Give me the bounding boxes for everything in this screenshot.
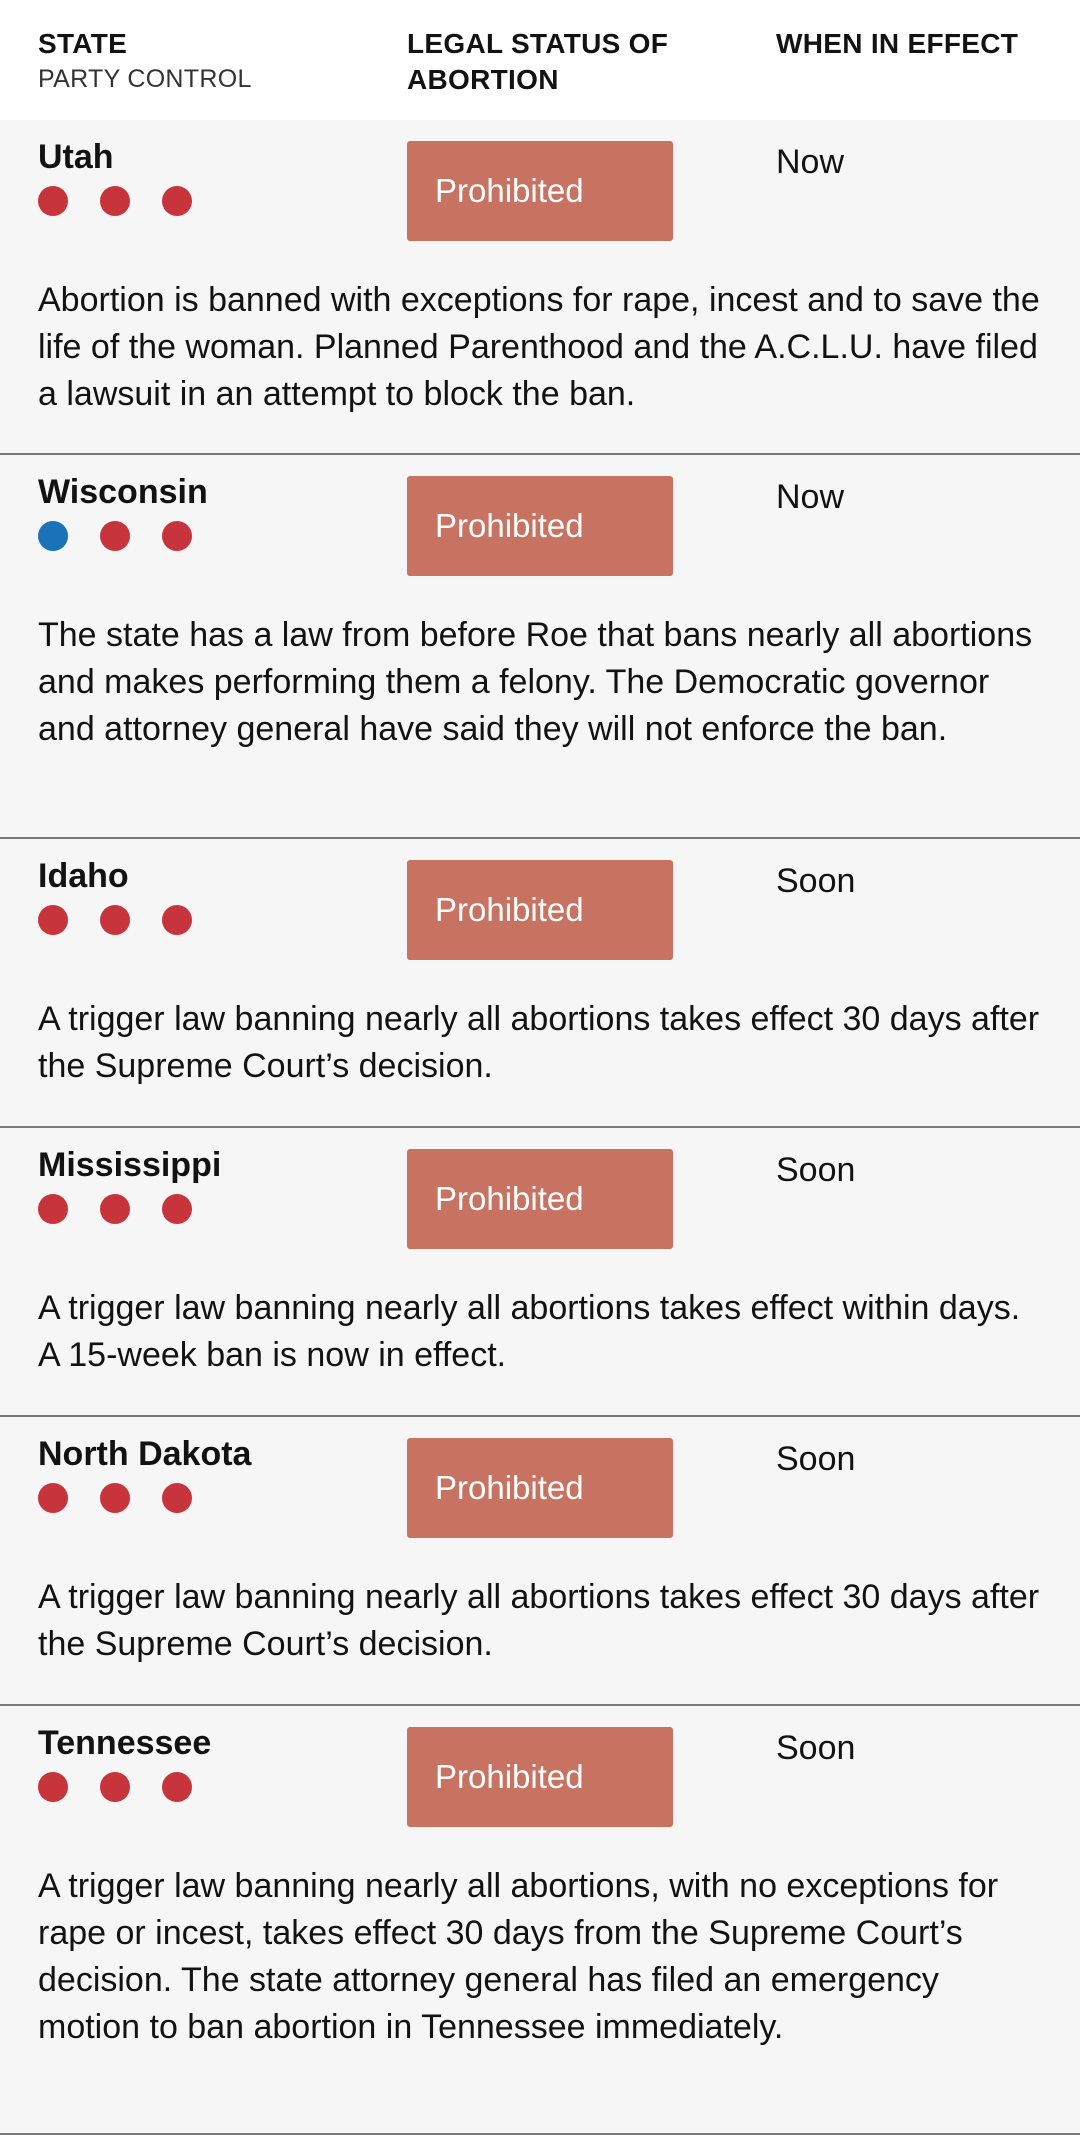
governor-party-dot <box>38 186 68 216</box>
party-control-dots <box>38 186 192 216</box>
senate-party-dot <box>100 521 130 551</box>
legal-status-badge: Prohibited <box>407 860 673 960</box>
senate-party-dot <box>100 1772 130 1802</box>
state-header-title: STATE <box>38 28 128 59</box>
state-description: A trigger law banning nearly all abortions takes effect within days. A 15-week ban is now in effect. <box>38 1289 1021 1374</box>
party-control-dots <box>38 905 192 935</box>
state-name: Utah <box>38 138 114 176</box>
legal-status-column-header <box>407 26 727 98</box>
state-description: Abortion is banned with exceptions for rape, incest and to save the life of the woman. Planned Parenthood and the A.C.L.U. have filed a lawsuit in an attempt to block the ban. <box>38 281 1040 413</box>
when-in-effect-header-title: WHEN IN EFFECT <box>776 28 1019 59</box>
state-description: A trigger law banning nearly all abortions takes effect 30 days after the Supreme Court’s decision. <box>38 1578 1040 1663</box>
state-row-utah <box>0 120 1080 455</box>
state-row-mississippi <box>0 1128 1080 1417</box>
state-row-idaho <box>0 839 1080 1128</box>
senate-party-dot <box>100 186 130 216</box>
house-party-dot <box>162 186 192 216</box>
state-row-wisconsin <box>0 455 1080 839</box>
senate-party-dot <box>100 1194 130 1224</box>
state-list <box>0 120 1080 2135</box>
governor-party-dot <box>38 1483 68 1513</box>
party-control-dots <box>38 521 192 551</box>
legal-status-badge: Prohibited <box>407 476 673 576</box>
state-name: North Dakota <box>38 1435 252 1473</box>
when-in-effect-column-header <box>776 26 1018 62</box>
governor-party-dot <box>38 1772 68 1802</box>
state-row-tennessee <box>0 1706 1080 2135</box>
when-in-effect: Soon <box>776 862 856 900</box>
state-description: A trigger law banning nearly all abortions takes effect 30 days after the Supreme Court’s decision. <box>38 1000 1040 1085</box>
legal-status-badge: Prohibited <box>407 141 673 241</box>
house-party-dot <box>162 1194 192 1224</box>
state-name: Idaho <box>38 857 129 895</box>
when-in-effect: Now <box>776 478 845 516</box>
when-in-effect: Soon <box>776 1729 856 1767</box>
party-control-subtitle: PARTY CONTROL <box>38 65 252 93</box>
house-party-dot <box>162 905 192 935</box>
house-party-dot <box>162 1483 192 1513</box>
state-description: A trigger law banning nearly all abortions, with no exceptions for rape or incest, takes effect 30 days from the Supreme Court’s decision. The state attorney general has filed an emergency motion to ban abortion in Tennessee immediately. <box>38 1867 999 2046</box>
party-control-dots <box>38 1483 192 1513</box>
state-column-header <box>38 26 252 94</box>
senate-party-dot <box>100 1483 130 1513</box>
state-name: Mississippi <box>38 1146 222 1184</box>
legal-status-badge: Prohibited <box>407 1727 673 1827</box>
when-in-effect: Now <box>776 143 845 181</box>
house-party-dot <box>162 521 192 551</box>
state-description: The state has a law from before Roe that bans nearly all abortions and makes performing them a felony. The Democratic governor and attorney general have said they will not enforce the ban. <box>38 616 1033 748</box>
legal-status-header-title: LEGAL STATUS OF ABORTION <box>407 28 669 95</box>
house-party-dot <box>162 1772 192 1802</box>
party-control-dots <box>38 1194 192 1224</box>
state-name: Tennessee <box>38 1724 212 1762</box>
state-name: Wisconsin <box>38 473 208 511</box>
party-control-dots <box>38 1772 192 1802</box>
when-in-effect: Soon <box>776 1151 856 1189</box>
governor-party-dot <box>38 905 68 935</box>
when-in-effect: Soon <box>776 1440 856 1478</box>
governor-party-dot <box>38 1194 68 1224</box>
senate-party-dot <box>100 905 130 935</box>
legal-status-badge: Prohibited <box>407 1149 673 1249</box>
legal-status-badge: Prohibited <box>407 1438 673 1538</box>
table-header <box>0 0 1080 120</box>
governor-party-dot <box>38 521 68 551</box>
state-row-north-dakota <box>0 1417 1080 1706</box>
